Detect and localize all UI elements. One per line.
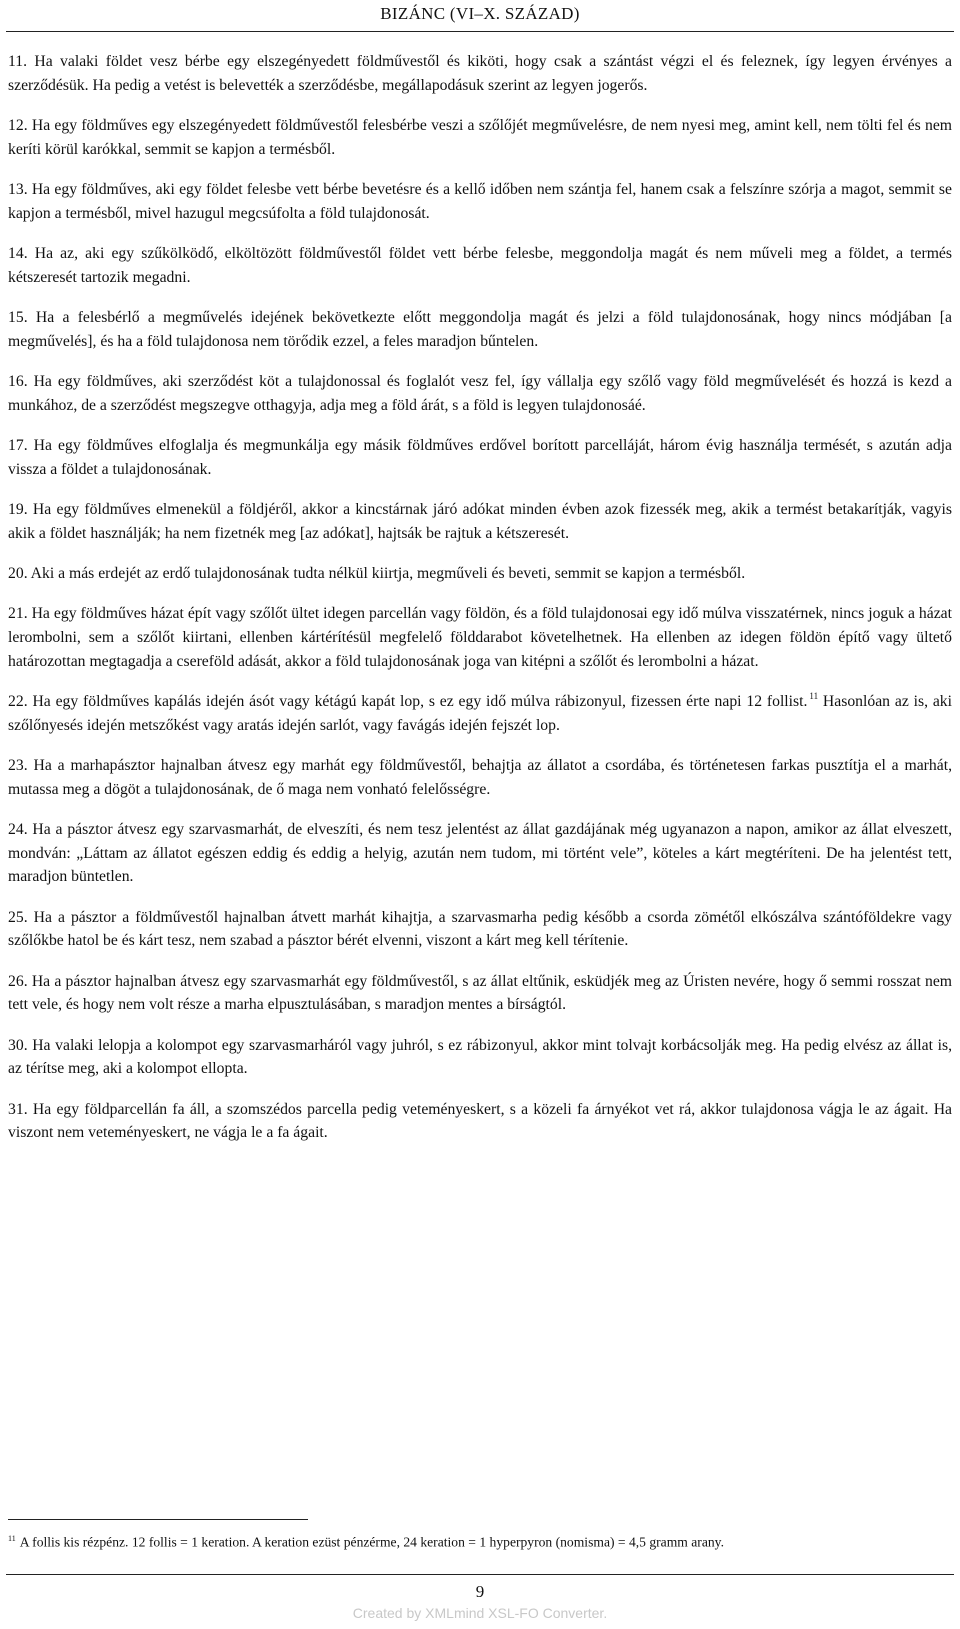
paragraph-text-continued: Hasonlóan az is, aki szőlőnyesés idején metszőkést vagy aratás idején sarlót, vagy favágás idején fejszét lop.: [8, 693, 953, 734]
paragraph-with-footnote: [8, 690, 952, 737]
header-divider: [6, 31, 954, 32]
paragraph: 20. Aki a más erdejét az erdő tulajdonosának tudta nélkül kiirtja, megműveli és beveti, semmit se kapjon a termésből.: [8, 565, 746, 582]
paragraph-text: 22. Ha egy földműves kapálás idején ásót vagy kétágú kapát lop, s ez egy idő múlva rábizonyul, fizessen érte napi 12 follist.: [8, 693, 808, 710]
paragraph: 14. Ha az, aki egy szűkölködő, elköltözött földművestől földet vett bérbe felesbe, meggondolja magát és nem műveli meg a földet, a termés kétszeresét tartozik megadni.: [8, 245, 952, 286]
paragraph: 19. Ha egy földműves elmenekül a földjéről, akkor a kincstárnak járó adókat minden évben azok fizessék meg, akik a termést betakarítják, vagyis akik a földet használják; ha nem fizetnék meg [az adókat], hajtsák be rajtuk a kétszeresét.: [8, 501, 952, 542]
footnote: [8, 1530, 952, 1552]
footnote-text: A follis kis rézpénz. 12 follis = 1 keration. A keration ezüst pénzérme, 24 keration = 1 hyperpyron (nomisma) = 4,5 gramm arany.: [19, 1534, 724, 1550]
footnote-divider: [8, 1519, 308, 1520]
paragraph: 12. Ha egy földműves egy elszegényedett földművestől felesbérbe veszi a szőlőjét megművelésre, de nem nyesi meg, amint kell, nem tölti fel és nem keríti körül karókkal, semmit se kapjon a termésből.: [8, 117, 952, 158]
running-header: BIZÁNC (VI–X. SZÁZAD): [380, 4, 580, 23]
paragraph: 30. Ha valaki lelopja a kolompot egy szarvasmarháról vagy juhról, s ez rábizonyul, akkor mint tolvajt korbácsolják meg. Ha pedig elvész az állat is, az térítse meg, aki a kolompot ellopta.: [8, 1036, 952, 1078]
footnote-reference[interactable]: 11: [809, 690, 819, 701]
footnote-marker: 11: [8, 1534, 16, 1543]
paragraph: 15. Ha a felesbérlő a megművelés idejének bekövetkezte előtt meggondolja magát és jelzi a föld tulajdonosának, hogy nincs módjában [a megművelés], és ha a föld tulajdonosa nem törődik ezzel, a feles maradjon bűntelen.: [8, 309, 952, 350]
paragraph: 31. Ha egy földparcellán fa áll, a szomszédos parcella pedig veteményeskert, s a közeli fa árnyékot vet rá, akkor tulajdonosa vágja le az ágait. Ha viszont nem veteményeskert, ne vágja le a fa ágait.: [8, 1100, 952, 1142]
paragraph: 13. Ha egy földműves, aki egy földet felesbe vett bérbe bevetésre és a kellő időben nem szántja fel, hanem csak a felszínre szórja a magot, semmit se kapjon a termésből, mivel hazugul megcsúfolta a föld tulajdonosát.: [8, 181, 952, 222]
paragraph: 23. Ha a marhapásztor hajnalban átvesz egy marhát egy földművestől, behajtja az állatot a csordába, és történetesen farkas pusztítja el a marhát, mutassa meg a dögöt a tulajdonosának, de ő maga nem vonható felelősségre.: [8, 757, 952, 798]
paragraph: 25. Ha a pásztor a földművestől hajnalban átvett marhát kihajtja, a szarvasmarha pedig később a csorda zömétől elkószálva szántóföldekre vagy szőlőkbe hatol be és kárt tesz, nem szabad a pásztor bérét elvenni, viszont a kárt meg kell térítenie.: [8, 908, 952, 950]
page-number: 9: [475, 1582, 485, 1601]
paragraph: 21. Ha egy földműves házat épít vagy szőlőt ültet idegen parcellán vagy földön, és a föld tulajdonosai egy idő múlva visszatérnek, nincs joguk a házat lerombolni, sem a szőlőt kiirtani, ellenben kártérítésül megfelelő földdarabot követelhetnek. Ha ellenben az idegen földön építő vagy ültető határozottan megtagadja a csereföld adását, akkor a föld tulajdonosának joga van kitépni a szőlőt és lerombolni a házat.: [8, 605, 952, 670]
converter-watermark: Created by XMLmind XSL-FO Converter.: [352, 1605, 608, 1621]
paragraph: 11. Ha valaki földet vesz bérbe egy elszegényedett földművestől és kiköti, hogy csak a szántást végzi el és feleznek, így legyen érvényes a szerződésük. Ha pedig a vetést is belevették a szerződésbe, megállapodásuk szerint az legyen jogerős.: [8, 53, 952, 94]
footer-divider: [6, 1574, 954, 1575]
article-body: [8, 50, 952, 1162]
paragraph: 26. Ha a pásztor hajnalban átvesz egy szarvasmarhát egy földművestől, s az állat eltűnik, esküdjék meg az Úristen nevére, hogy ő semmi rosszat nem tett vele, és hogy nem volt része a marha elpusztulásában, s maradjon mentes a bírságtól.: [8, 972, 952, 1014]
paragraph: 16. Ha egy földműves, aki szerződést köt a tulajdonossal és foglalót vesz fel, így vállalja egy szőlő vagy föld megművelését és hozzá is kezd a munkához, de a szerződést megszegve otthagyja, adja meg a föld árát, s a föld is legyen tulajdonosáé.: [8, 373, 952, 414]
paragraph: 17. Ha egy földműves elfoglalja és megmunkálja egy másik földműves erdővel borított parcelláját, három évig használja termését, s azután adja vissza a földet a tulajdonosának.: [8, 437, 952, 478]
paragraph: 24. Ha a pásztor átvesz egy szarvasmarhát, de elveszíti, és nem tesz jelentést az állat gazdájának még ugyanazon a napon, amikor az állat elveszett, mondván: „Láttam az állatot egészen eddig és eddig a helyig, azután nem tudom, mi történt vele”, köteles a kárt megtéríteni. De ha jelentést tett, maradjon büntetlen.: [8, 821, 952, 886]
